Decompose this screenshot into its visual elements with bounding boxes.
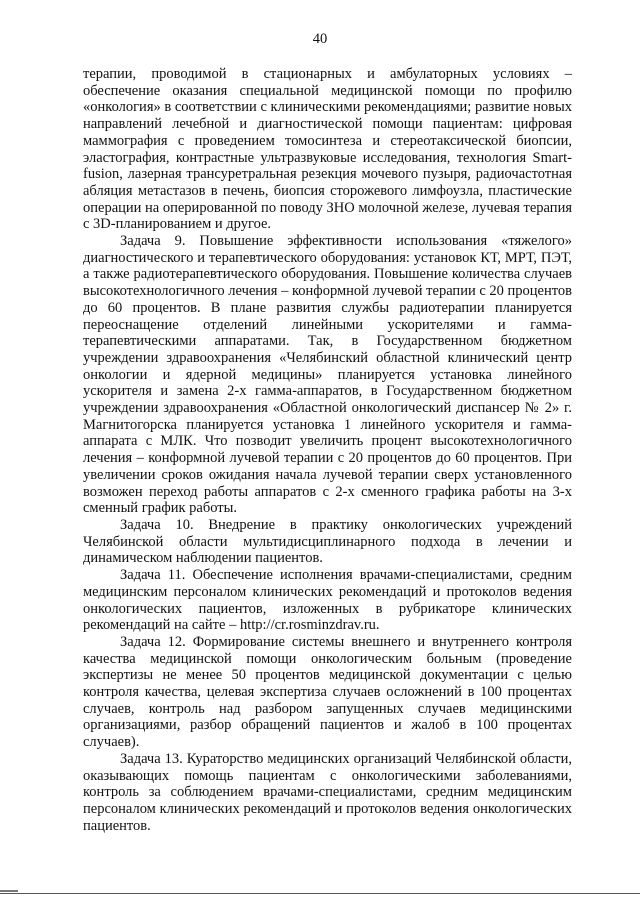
paragraph-task-9: Задача 9. Повышение эффективности использования «тяжелого» диагностического и терапевтического оборудования: установок КТ, МРТ, ПЭТ, а также радиотерапевтического оборудования. Повышение количества случаев высокотехнологичного лечения – конформной лучевой терапии с 20 процентов до 60 процентов. В плане развития службы радиотерапии планируется переоснащение отделений линейными ускорителями и гамма-терапевтическими аппаратами. Так, в Государственном бюджетном учреждении здравоохранения «Челябинский областной клинический центр онкологии и ядерной медицины» планируется установка линейного ускорителя и замена 2-х гамма-аппаратов, в Государственном бюджетном учреждении здравоохранения «Областной онкологический диспансер № 2» г. Магнитогорска планируется установка 1 линейного ускорителя и гамма-аппарата с МЛК. Что позводит увеличить процент высокотехнологичного лечения – конформной лучевой терапии с 20 процентов до 60 процентов. При увеличении сроков ожидания начала лучевой терапии сверх установленного возможен переход работы аппаратов с 2-х сменного графика работы на 3-х сменный график работы. (83, 233, 572, 517)
paragraph-task-13: Задача 13. Кураторство медицинских организаций Челябинской области, оказывающих помощь пациентам с онкологическими заболеваниями, контроль за соблюдением врачами-специалистами, средним медицинским персоналом клинических рекомендаций и протоколов ведения онкологических пациентов. (83, 750, 572, 834)
page-number: 40 (312, 31, 328, 47)
paragraph-task-12: Задача 12. Формирование системы внешнего и внутреннего контроля качества медицинской помощи онкологическим больным (проведение экспертизы не менее 50 процентов медицинской документации с целью контроля качества, целевая экспертиза случаев осложнений в 100 процентах случаев, контроль над разбором запущенных случаев медицинскими организациями, разбор обращений пациентов и жалоб в 100 процентах случаев). (83, 633, 572, 751)
paragraph-task-11: Задача 11. Обеспечение исполнения врачами-специалистами, средним медицинским персоналом клинических рекомендаций и протоколов ведения онкологических пациентов, изложенных в рубрикаторе клинических рекомендаций на сайте – http://cr.rosminzdrav.ru. (83, 567, 572, 634)
paragraph-task-10: Задача 10. Внедрение в практику онкологических учреждений Челябинской области мультидисциплинарного подхода в лечении и динамическом наблюдении пациентов. (83, 516, 572, 567)
document-body (83, 66, 572, 834)
paragraph-continuation: терапии, проводимой в стационарных и амбулаторных условиях – обеспечение оказания специальной медицинской помощи по профилю «онкология» в соответствии с клиническими рекомендациями; развитие новых направлений лечебной и диагностической помощи пациентам: цифровая маммография с проведением томосинтеза и стереотаксической биопсии, эластография, контрастные ультразвуковые исследования, технология Smart-fusion, лазерная трансуретральная резекция мочевого пузыря, радиочастотная абляция метастазов в печень, биопсия сторожевого лимфоузла, пластические операции на оперированной по поводу ЗНО молочной железе, лучевая терапия с 3D-планированием и другое. (83, 66, 572, 233)
scan-bottom-edge (0, 893, 640, 894)
scan-edge-mark (0, 890, 18, 892)
